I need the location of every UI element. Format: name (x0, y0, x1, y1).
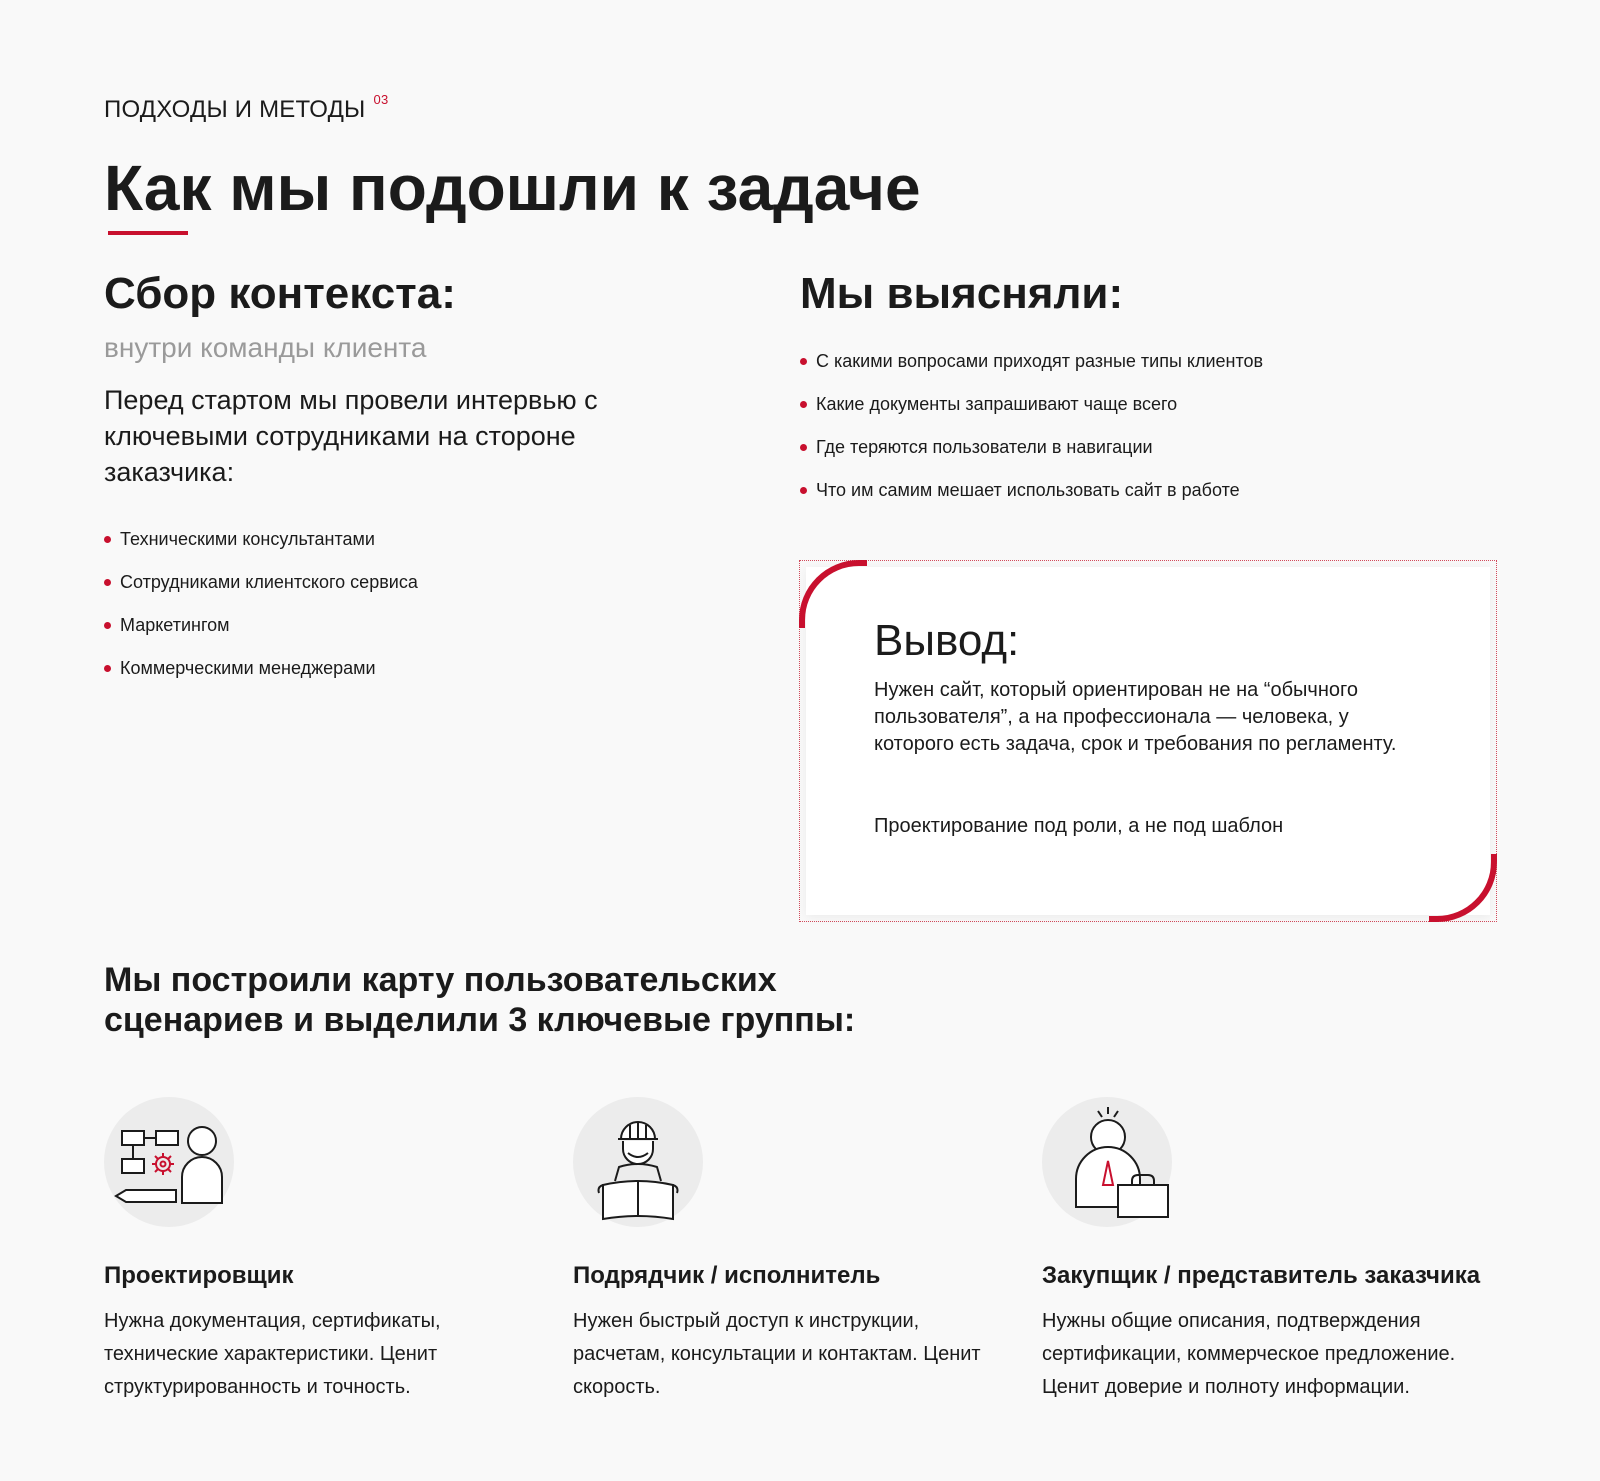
context-heading: Сбор контекста: (104, 269, 456, 318)
persona-title: Проектировщик (104, 1262, 294, 1289)
list-item: Какие документы запрашивают чаще всего (800, 393, 1263, 415)
title-underline (108, 231, 188, 235)
persona-title: Подрядчик / исполнитель (573, 1262, 881, 1289)
map-heading: Мы построили карту пользовательских сценариев и выделили 3 ключевые группы: (104, 961, 856, 1039)
list-item: С какими вопросами приходят разные типы клиентов (800, 350, 1263, 372)
context-intro: Перед стартом мы провели интервью с ключевыми сотрудниками на стороне заказчика: (104, 385, 598, 487)
persona-title: Закупщик / представитель заказчика (1042, 1262, 1481, 1289)
contractor-icon (573, 1097, 703, 1227)
list-item: Что им самим мешает использовать сайт в работе (800, 479, 1263, 501)
eyebrow-label: ПОДХОДЫ И МЕТОДЫ (104, 96, 366, 123)
card-panel (806, 567, 1490, 915)
list-item: Сотрудниками клиентского сервиса (104, 571, 418, 593)
section-number: 03 (373, 92, 389, 107)
context-subtitle: внутри команды клиента (104, 332, 427, 363)
findings-list (800, 350, 1263, 522)
list-item: Маркетингом (104, 614, 418, 636)
persona-text: Нужен быстрый доступ к инструкции, расчетам, консультации и контактам. Ценит скорость. (573, 1310, 981, 1398)
context-list (104, 528, 418, 700)
conclusion-text: Нужен сайт, который ориентирован не на “обычного пользователя”, а на профессионала — человека, у которого есть задача, срок и требования по регламенту. (874, 679, 1397, 755)
persona-icon-circle (104, 1097, 234, 1227)
buyer-icon (1042, 1097, 1172, 1227)
findings-heading: Мы выясняли: (800, 269, 1124, 318)
conclusion-summary: Проектирование под роли, а не под шаблон (874, 815, 1284, 837)
persona-contractor (573, 1097, 1013, 1404)
list-item: Техническими консультантами (104, 528, 418, 550)
section-eyebrow (104, 92, 389, 124)
persona-icon-circle (573, 1097, 703, 1227)
conclusion-title: Вывод: (874, 616, 1020, 665)
designer-icon (104, 1097, 234, 1227)
persona-icon-circle (1042, 1097, 1172, 1227)
persona-buyer (1042, 1097, 1482, 1404)
list-item: Где теряются пользователи в навигации (800, 436, 1263, 458)
persona-text: Нужна документация, сертификаты, технические характеристики. Ценит структурированность и точность. (104, 1310, 441, 1398)
persona-designer (104, 1097, 544, 1404)
persona-text: Нужны общие описания, подтверждения сертификации, коммерческое предложение. Ценит доверие и полноту информации. (1042, 1310, 1456, 1398)
conclusion-card (799, 560, 1497, 922)
page-title: Как мы подошли к задаче (104, 152, 921, 224)
list-item: Коммерческими менеджерами (104, 657, 418, 679)
